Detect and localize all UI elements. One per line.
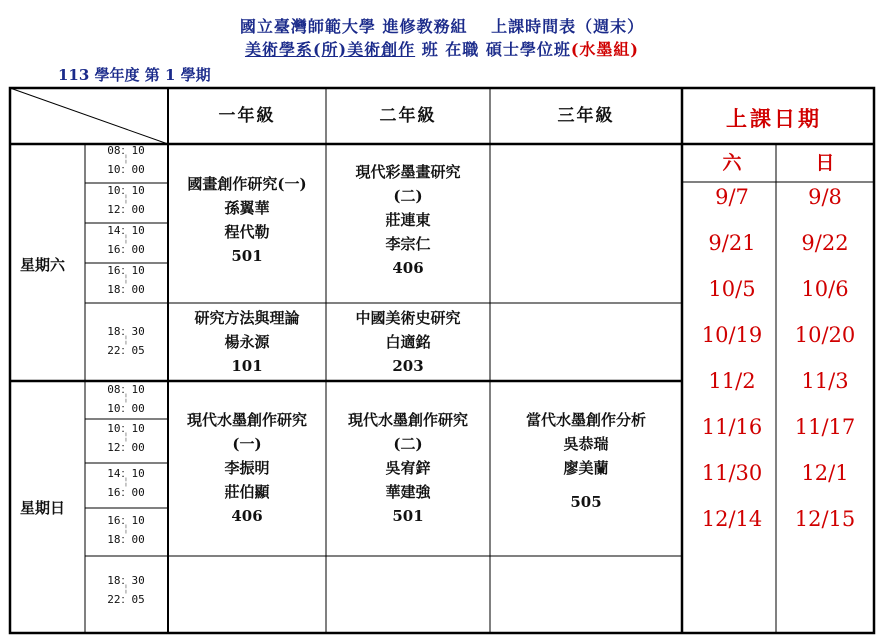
sunday-date: 11/17 [794, 415, 856, 439]
time-slot-sun-4: 16：10 ╎ 18：00 [107, 514, 145, 546]
course-sun-grade1-day: 現代水墨創作研究 (一) 李振明 莊伯顯 406 [186, 411, 307, 525]
grade-3-header: 三年級 [557, 106, 615, 126]
course-sat-grade2-day: 現代彩墨畫研究 (二) 莊連東 李宗仁 406 [355, 163, 461, 277]
day-label-saturday: 星期六 [20, 256, 66, 274]
program-type: 班 在職 碩士學位班 [415, 40, 571, 59]
program-name: 美術創作 [347, 40, 416, 59]
sunday-date-list [781, 174, 869, 542]
time-slot-sun-2: 10：10 ╎ 12：00 [107, 422, 145, 454]
saturday-date: 10/5 [708, 277, 756, 301]
course-sat-grade1-day: 國畫創作研究(一) 孫翼華 程代勒 501 [187, 175, 307, 265]
sunday-date: 9/8 [808, 185, 842, 209]
time-slot-sun-3: 14：10 ╎ 16：00 [107, 467, 145, 499]
saturday-date: 11/2 [708, 369, 756, 393]
time-slot-sat-1: 08：10 ╎ 10：00 [107, 144, 145, 176]
time-slot-sun-5: 18：30 ╎ 22：05 [107, 574, 145, 606]
course-sat-grade2-evening: 中國美術史研究 白適銘 203 [355, 309, 461, 375]
title-line-1: 國立臺灣師範大學 進修教務組 上課時間表（週末） [239, 17, 645, 36]
dept-name: 美術學系(所) [244, 40, 348, 59]
sunday-date: 12/15 [794, 507, 856, 531]
time-slot-sat-5: 18：30 ╎ 22：05 [107, 325, 145, 357]
dates-saturday-header: 六 [722, 152, 742, 174]
saturday-date: 9/21 [708, 231, 756, 255]
time-slot-sat-2: 10：10 ╎ 12：00 [107, 184, 145, 216]
time-slot-sun-1: 08：10 ╎ 10：00 [107, 383, 145, 415]
day-label-sunday: 星期日 [20, 499, 66, 517]
time-slot-sat-3: 14：10 ╎ 16：00 [107, 224, 145, 256]
course-sun-grade2-day: 現代水墨創作研究 (二) 吳宥鋅 華建強 501 [347, 411, 468, 525]
group-name: (水墨組) [570, 40, 640, 59]
saturday-date: 10/19 [701, 323, 763, 347]
grade-2-header: 二年級 [379, 106, 437, 126]
saturday-date: 11/16 [701, 415, 763, 439]
time-slot-sat-4: 16：10 ╎ 18：00 [107, 264, 145, 296]
course-sat-grade1-evening: 研究方法與理論 楊永源 101 [194, 309, 300, 375]
grade-1-header: 一年級 [218, 106, 276, 126]
sunday-date: 12/1 [801, 461, 849, 485]
sunday-date: 10/6 [801, 277, 849, 301]
dates-header: 上課日期 [726, 106, 822, 131]
saturday-date: 11/30 [701, 461, 763, 485]
saturday-date-list [688, 174, 776, 542]
course-sun-grade3-day: 當代水墨創作分析 吳恭瑞 廖美蘭 505 [525, 411, 646, 511]
sunday-date: 10/20 [794, 323, 856, 347]
term-label: 113 學年度 第 1 學期 [58, 66, 211, 84]
sunday-date: 9/22 [801, 231, 849, 255]
dates-sunday-header: 日 [815, 152, 835, 174]
saturday-date: 12/14 [701, 507, 763, 531]
sunday-date: 11/3 [801, 369, 849, 393]
title-line-2 [0, 37, 884, 60]
saturday-date: 9/7 [715, 185, 749, 209]
